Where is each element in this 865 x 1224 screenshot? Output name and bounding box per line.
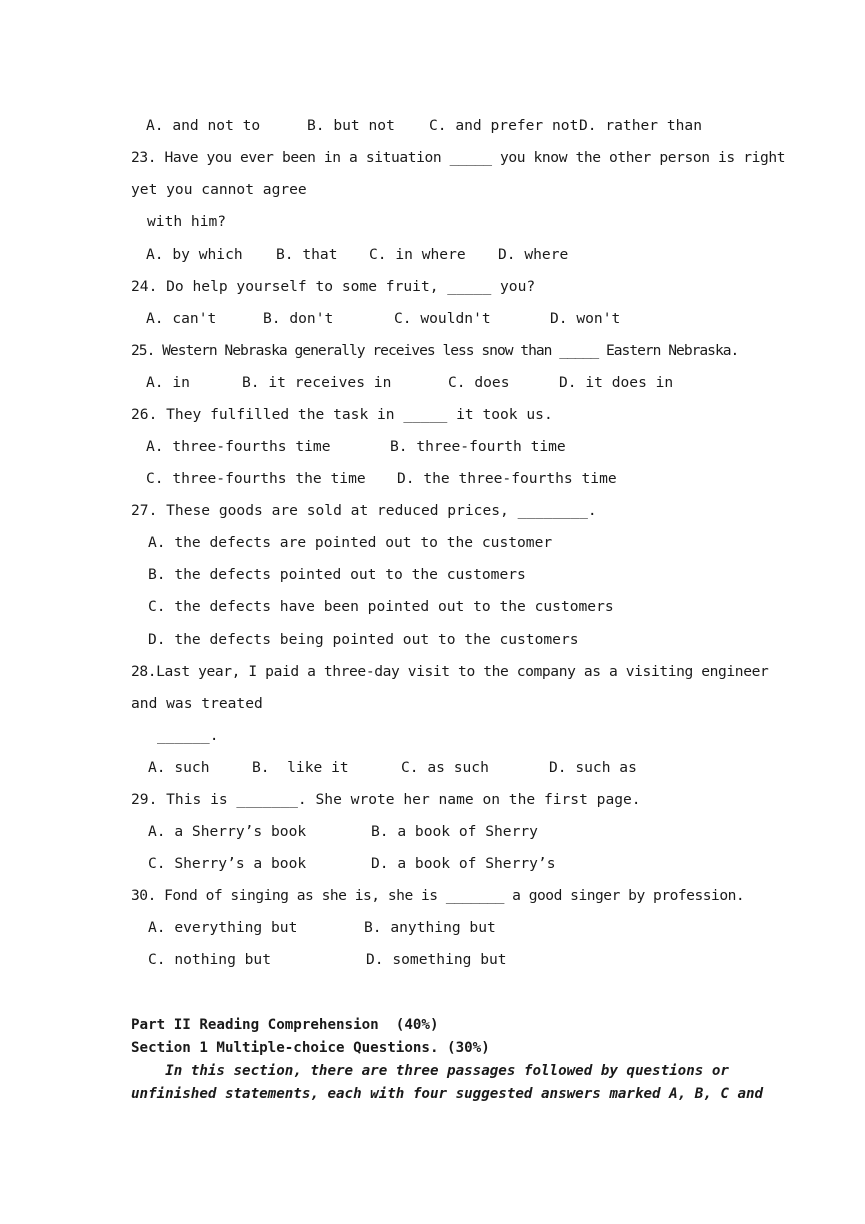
q24-option-d: D. won't bbox=[550, 310, 621, 327]
q24-option-b: B. don't bbox=[263, 310, 334, 327]
q28-stem-cont: and was treated bbox=[131, 695, 263, 712]
part2-heading: Part II Reading Comprehension (40%) bbox=[131, 1017, 439, 1033]
q25-option-a: A. in bbox=[146, 374, 190, 391]
q26-option-c: C. three-fourths the time bbox=[146, 470, 366, 487]
q29-option-c: C. Sherry’s a book bbox=[148, 855, 307, 872]
q26-option-b: B. three-fourth time bbox=[390, 438, 566, 455]
q24-stem: 24. Do help yourself to some fruit, _____ you? bbox=[131, 278, 536, 295]
q28-stem: 28.Last year, I paid a three-day visit to the company as a visiting engineer bbox=[131, 663, 769, 680]
q23-stem: 23. Have you ever been in a situation _____ you know the other person is right bbox=[131, 149, 786, 166]
q24-option-a: A. can't bbox=[146, 310, 217, 327]
q30-option-c: C. nothing but bbox=[148, 951, 272, 968]
q25-option-c: C. does bbox=[448, 374, 510, 391]
q28-option-c: C. as such bbox=[401, 759, 489, 776]
q26-option-a: A. three-fourths time bbox=[146, 438, 331, 455]
q30-stem: 30. Fond of singing as she is, she is _______ a good singer by profession. bbox=[131, 887, 745, 904]
q25-stem: 25. Western Nebraska generally receives less snow than _____ Eastern Nebraska. bbox=[131, 342, 739, 359]
q23-option-b: B. that bbox=[276, 246, 338, 263]
q23-option-c: C. in where bbox=[369, 246, 466, 263]
q30-option-b: B. anything but bbox=[364, 919, 496, 936]
q25-option-d: D. it does in bbox=[559, 374, 674, 391]
q29-option-d: D. a book of Sherry’s bbox=[371, 855, 556, 872]
q26-stem: 26. They fulfilled the task in _____ it took us. bbox=[131, 406, 553, 423]
q23-stem-cont: yet you cannot agree bbox=[131, 181, 307, 198]
section1-heading: Section 1 Multiple-choice Questions. (30%) bbox=[131, 1040, 490, 1056]
q26-option-d: D. the three-fourths time bbox=[397, 470, 617, 487]
q28-option-b: B. like it bbox=[252, 759, 349, 776]
instructions-line-2: unfinished statements, each with four suggested answers marked A, B, C and bbox=[131, 1086, 764, 1102]
q22-option-c: C. and prefer not bbox=[429, 117, 579, 134]
q22-option-b: B. but not bbox=[307, 117, 395, 134]
q27-option-d: D. the defects being pointed out to the customers bbox=[148, 631, 579, 648]
instructions-line-1: In this section, there are three passages followed by questions or bbox=[131, 1063, 729, 1079]
q28-option-d: D. such as bbox=[549, 759, 637, 776]
q22-option-a: A. and not to bbox=[146, 117, 261, 134]
q29-stem: 29. This is _______. She wrote her name on the first page. bbox=[131, 791, 641, 808]
q28-stem-blank: ______. bbox=[157, 727, 219, 744]
q27-option-a: A. the defects are pointed out to the customer bbox=[148, 534, 553, 551]
q22-option-d: D. rather than bbox=[579, 117, 703, 134]
q30-option-a: A. everything but bbox=[148, 919, 298, 936]
q23-stem-cont2: with him? bbox=[147, 213, 227, 230]
q30-option-d: D. something but bbox=[366, 951, 507, 968]
q23-option-d: D. where bbox=[498, 246, 569, 263]
q24-option-c: C. wouldn't bbox=[394, 310, 491, 327]
q29-option-a: A. a Sherry’s book bbox=[148, 823, 307, 840]
q27-option-b: B. the defects pointed out to the customers bbox=[148, 566, 526, 583]
q27-option-c: C. the defects have been pointed out to the customers bbox=[148, 598, 614, 615]
q25-option-b: B. it receives in bbox=[242, 374, 392, 391]
q23-option-a: A. by which bbox=[146, 246, 243, 263]
q27-stem: 27. These goods are sold at reduced prices, ________. bbox=[131, 502, 597, 519]
q28-option-a: A. such bbox=[148, 759, 210, 776]
q29-option-b: B. a book of Sherry bbox=[371, 823, 538, 840]
